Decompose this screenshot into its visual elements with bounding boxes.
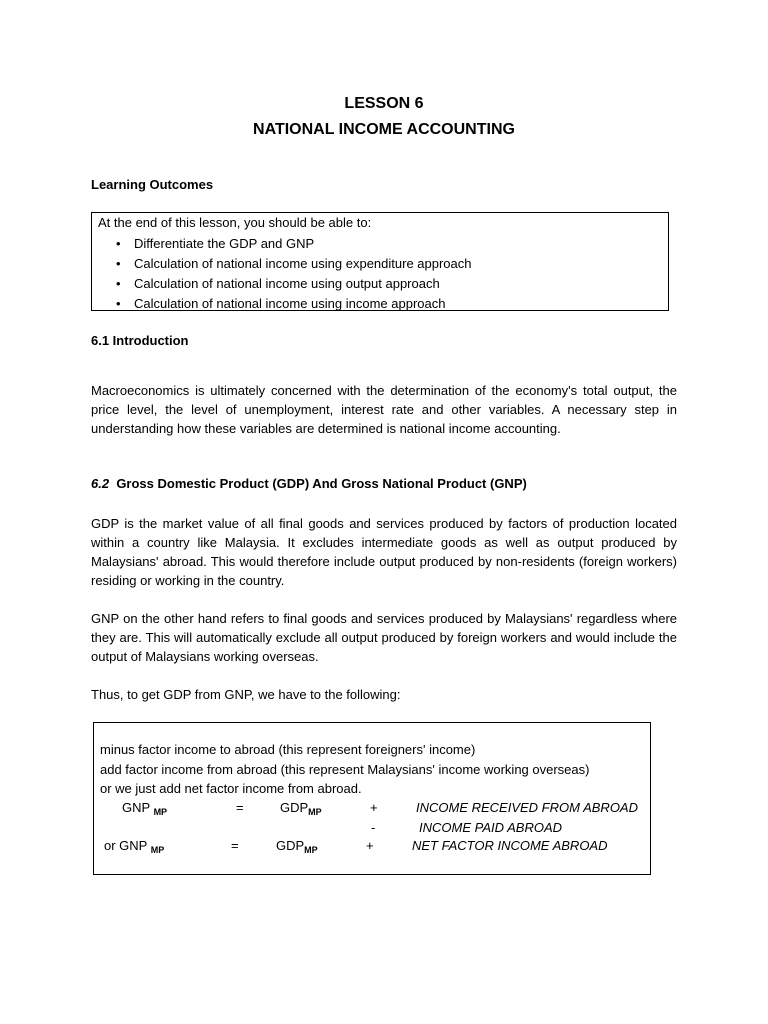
formula-box bbox=[93, 722, 651, 875]
formula-line-add: add factor income from abroad (this represent Malaysians' income working overseas) bbox=[100, 762, 590, 777]
page-title: NATIONAL INCOME ACCOUNTING bbox=[253, 121, 515, 138]
lesson-number: LESSON 6 bbox=[344, 95, 424, 112]
bullet-icon: • bbox=[116, 276, 121, 291]
section-6-2-heading: 6.2 Gross Domestic Product (GDP) And Gross National Product (GNP) bbox=[91, 476, 527, 491]
bullet-icon: • bbox=[116, 296, 121, 311]
list-item: • Calculation of national income using output approach bbox=[116, 274, 472, 294]
gnp-term: GNP $_{MP}$ bbox=[122, 800, 168, 817]
section-6-1-paragraph: Macroeconomics is ultimately concerned with the determination of the economy's total output, the price level, the level of unemployment, interest rate and other variables. A necessary step in understanding how these variables are determined is national income accounting. bbox=[91, 383, 677, 436]
formula-line-net: or we just add net factor income from abroad. bbox=[100, 781, 362, 796]
conversion-intro-paragraph: Thus, to get GDP from GNP, we have to the following: bbox=[91, 687, 401, 702]
formula-line-minus: minus factor income to abroad (this represent foreigners' income) bbox=[100, 742, 476, 757]
gdp-term: $GDP_{MP}$ bbox=[276, 838, 318, 855]
plus-sign: + bbox=[366, 838, 374, 853]
list-item: • Calculation of national income using income approach bbox=[116, 294, 472, 314]
gdp-definition-paragraph: GDP is the market value of all final goods and services produced by factors of production located within a country like Malaysia. It excludes intermediate goods as well as output produced by Malaysians' abroad. This would therefore include output produced by non-residents (foreign workers) residing or working in the country. bbox=[91, 516, 677, 588]
equals-sign: = bbox=[236, 800, 244, 815]
learning-outcomes-box bbox=[91, 212, 669, 311]
plus-sign: + bbox=[370, 800, 378, 815]
or-gnp-term: or GNP $_{MP}$ bbox=[104, 838, 165, 855]
income-paid-term: INCOME PAID ABROAD bbox=[419, 820, 563, 835]
net-factor-income-term: NET FACTOR INCOME ABROAD bbox=[412, 838, 608, 853]
list-item: • Calculation of national income using expenditure approach bbox=[116, 254, 472, 274]
learning-outcomes-heading: Learning Outcomes bbox=[91, 177, 214, 192]
gnp-definition-paragraph: GNP on the other hand refers to final goods and services produced by Malaysians' regardless where they are. This will automatically exclude all output produced by foreign workers and would include the output of Malaysians working overseas. bbox=[91, 611, 677, 664]
bullet-icon: • bbox=[116, 236, 121, 251]
gdp-term: $GDP_{MP}$ bbox=[280, 800, 322, 817]
equals-sign: = bbox=[231, 838, 239, 853]
bullet-icon: • bbox=[116, 256, 121, 271]
learning-outcomes-intro: At the end of this lesson, you should be able to: bbox=[98, 215, 372, 230]
section-6-1-heading: 6.1 Introduction bbox=[91, 333, 189, 348]
minus-sign: - bbox=[371, 820, 376, 835]
income-received-term: INCOME RECEIVED FROM ABROAD bbox=[416, 800, 638, 815]
learning-outcomes-list bbox=[116, 234, 472, 314]
list-item: • Differentiate the GDP and GNP bbox=[116, 234, 472, 254]
